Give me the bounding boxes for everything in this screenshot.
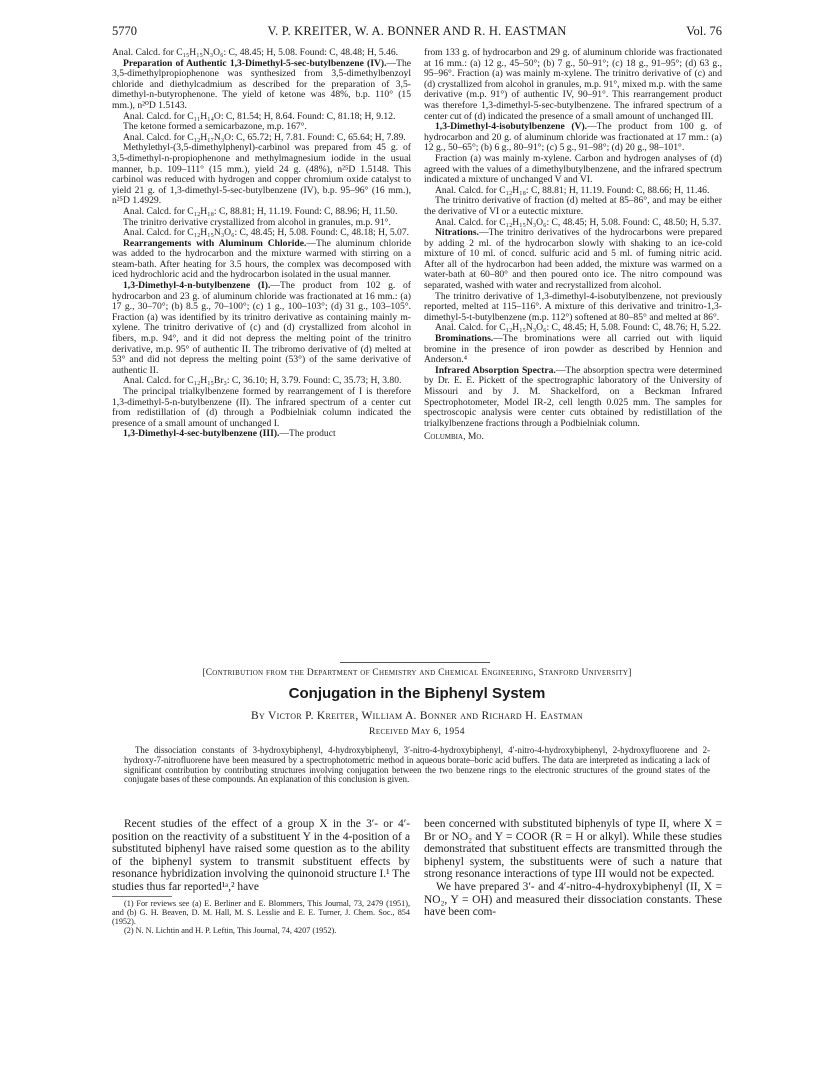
experimental-paragraph [424,48,722,122]
experimental-left-column [112,48,411,440]
running-header-authors: V. P. KREITER, W. A. BONNER AND R. H. EASTMAN [267,24,567,38]
paragraph-text: Anal. Calcd. for C₁₂H₁₅N₃O₆: C, 48.45; H, 5.08. Found: C, 48.18; H, 5.07. [123,227,410,239]
experimental-paragraph [424,154,722,186]
volume-label: Vol. 76 [686,24,722,38]
experimental-paragraph [112,143,411,207]
page-number: 5770 [112,24,137,38]
paragraph-text: The trinitro derivative of fraction (d) melted at 85–86°, and may be either the derivative of VI or a eutectic mixture. [424,195,722,217]
experimental-paragraph [112,429,411,440]
experimental-paragraph [424,292,722,324]
paragraph-text: —The 3,5-dimethylpropiophenone was synthesized from 3,5-dimethylbenzoyl chloride and diethylcadmium as described for the preparation of 3,5-dimethyl-n-butyrophenone. The yield of ketone was 48%, b.p. 110° (15 mm.), n²⁰D 1.5143. [112,57,411,111]
experimental-paragraph [424,228,722,292]
paragraph-text: —The aluminum chloride was added to the hydrocarbon and the mixture warmed with stirring on a steam-bath. After heating for 3.5 hours, the complex was decomposed with iced hydrochloric acid and the hydrocarbon isolated in the usual manner. [112,237,411,281]
footnote-2: (2) N. N. Lichtin and H. P. Leftin, This Journal, 74, 4207 (1952). [124,926,337,936]
paragraph-text: Anal. Calcd. for C₁₂H₁₅Br₃: C, 36.10; H, 3.79. Found: C, 35.73; H, 3.80. [123,375,402,387]
contribution-line: [Contribution from the Department of Chemistry and Chemical Engineering, Stanford University] [202,668,632,678]
experimental-right-column [424,48,722,443]
paragraph-text: Anal. Calcd. for C₁₅H₁₅N₃O₆: C, 48.45; H, 5.08. Found: C, 48.48; H, 5.46. [112,47,399,58]
paragraph-text: The trinitro derivative crystallized from alcohol in granules, m.p. 91°. [123,216,391,228]
paragraph-text: The principal trialkylbenzene formed by rearrangement of I is therefore 1,3-dimethyl-5-n-butylbenzene (II). The infrared spectrum of a center cut from redistillation of (d) through a Podbielniak column indicated the presence of a small amount of unchanged I. [112,386,411,429]
paragraph-text: Methylethyl-(3,5-dimethylphenyl)-carbinol was prepared from 45 g. of 3,5-dimethyl-n-propiophenone and methylmagnesium iodide in the usual manner, b.p. 109–111° (15 mm.), yield 24 g. (48%), n²⁵D 1.5148. This carbinol was reduced with hydrogen and copper chromium oxide catalyst to yield 21 g. of 1,3-dimethyl-5-sec-butylbenzene (IV), b.p. 95–96° (16 mm.), n²⁵D 1.4929. [112,142,411,207]
experimental-paragraph [424,432,722,443]
paragraph-text: The trinitro derivative of 1,3-dimethyl-4-isobutylbenzene, not previously reported, melted at 115–116°. A mixture of this derivative and trinitro-1,3-dimethyl-5-t-butylbenzene (m.p. 112°) softened at 80–85° and melted at 86°. [424,290,722,323]
experimental-paragraph [112,239,411,281]
footnote-1: (1) For reviews see (a) E. Berliner and E. Blommers, This Journal, 73, 2479 (1951), and (b) G. H. Beaven, D. M. Hall, M. S. Lesslie and E. E. Turner, J. Chem. Soc., 854 (1952). [112,898,410,926]
paragraph-text: Anal. Calcd. for C₁₁H₁₄O: C, 81.54; H, 8.64. Found: C, 81.18; H, 9.12. [123,110,396,122]
paragraph-text: Anal. Calcd. for C₁₂H₁₈: C, 88.81; H, 11.19. Found: C, 88.66; H, 11.46. [435,184,710,196]
body-paragraph: been concerned with substituted biphenyls of type II, where X = Br or NO₂ and Y = COOR (R = H or alkyl). While these studies demonstrated that substituent effects are transmitted through the biphenyl system, the substituents were of such a nature that strong resonance interactions of type III would not be expected. [424,818,722,881]
paragraph-text: Anal. Calcd. for C₁₂H₁₈: C, 88.81; H, 11.19. Found: C, 88.96; H, 11.50. [123,205,398,217]
experimental-paragraph [112,281,411,376]
paragraph-text: from 133 g. of hydrocarbon and 29 g. of aluminum chloride was fractionated at 16 mm.: (a) 12 g., 45–50°; (b) 7 g., 50–91°; (c) 18 g., 91–95°; (d) 63 g., 95–96°. Fraction (a) was mainly m-xylene. The trinitro derivative of (c) and (d) crystallized from alcohol in granules, m.p. 91°, mixed m.p. with the same derivative (m.p. 91°) of authentic IV, 90–91°. This rearrangement product was therefore 1,3-dimethyl-5-sec-butylbenzene. The infrared spectrum of a center cut of (d) indicated the presence of a small amount of unchanged III. [424,47,722,122]
running-header [112,24,722,42]
paragraph-text: Anal. Calcd. for C₁₂H₁₅N₃O₆: C, 48.45; H, 5.08. Found: C, 48.76; H, 5.22. [435,322,722,334]
paragraph-text: —The brominations were all carried out with liquid bromine in the presence of iron powder as described by Hennion and Anderson.⁴ [424,333,722,366]
article-abstract: The dissociation constants of 3-hydroxybiphenyl, 4-hydroxybiphenyl, 3′-nitro-4-hydroxybiphenyl, 4′-nitro-4-hydroxybiphenyl, 2-hydroxyfluorene and 2-hydroxy-7-nitrofluorene have been measured by a spectrophotometric method in aqueous borate–boric acid buffers. The data are interpreted as indicating a lack of significant contribution by contributing structures involving conjugation between the two benzene rings to the electronic structures of the ground states of the conjugate bases of these compounds. An explanation of this conclusion is given. [124,745,710,785]
paragraph-text: Columbia, Mo. [424,431,484,443]
paragraph-heading: Brominations. [435,333,494,345]
paragraph-text: —The product from 100 g. of hydrocarbon and 20 g. of aluminum chloride was fractionated at 17 mm.: (a) 12 g., 50–65°; (b) 6 g., 80–91°; (c) 5 g., 91–98°; (d) 20 g., 98–101°. [424,121,722,154]
section-divider [340,662,490,663]
paragraph-text: —The product from 102 g. of hydrocarbon and 23 g. of aluminum chloride was fractionated at 16 mm.: (a) 17 g., 30–70°; (b) 8.5 g., 70–100°; (c) 1 g., 100–103°; (d) 31 g., 103–105°. Fraction (a) was identified by its trinitro derivative as containing mainly m-xylene. The trinitro derivative of (c) and (d) crystallized from alcohol in fibers, m.p. 94°, and it did not depress the melting point of the trinitro derivative, m.p. 95° of authentic II. The tribromo derivative of (d) melted at 53° and did not depress the melting point (53°) of the same derivative of authentic II. [112,280,411,376]
paragraph-heading: Infrared Absorption Spectra. [435,364,556,376]
experimental-paragraph [112,59,411,112]
footnote-rule [112,896,172,897]
paragraph-text: —The product [279,428,336,440]
paragraph-heading: 1,3-Dimethyl-4-sec-butylbenzene (III). [123,428,280,440]
body-paragraph: Recent studies of the effect of a group X in the 3′- or 4′-position on the reactivity of a substituent Y in the 4-position of a substituted biphenyl have raised some question as to the ability of the biphenyl system to transmit substituent effects by resonance hybridization involving the quinonoid structure I.¹ The studies thus far reported¹ᵃ,² have [112,818,410,893]
article-byline: By Victor P. Kreiter, William A. Bonner and Richard H. Eastman [251,710,583,722]
body-paragraph: We have prepared 3′- and 4′-nitro-4-hydroxybiphenyl (II, X = NO₂, Y = OH) and measured their dissociation constants. These have been com- [424,880,722,919]
body-left-column [112,818,410,935]
experimental-paragraph [424,122,722,154]
paragraph-heading: Nitrations. [435,227,479,239]
experimental-paragraph [424,366,722,430]
paragraph-heading: 1,3-Dimethyl-4-n-butylbenzene (I). [123,280,271,292]
experimental-paragraph [112,387,411,429]
paragraph-text: Anal. Calcd. for C₁₂H₁₇N₃O: C, 65.72; H, 7.81. Found: C, 65.64; H, 7.89. [123,131,406,143]
paragraph-text: —The trinitro derivatives of the hydrocarbons were prepared by adding 2 ml. of the hydrocarbon slowly with shaking to an ice-cold mixture of 10 ml. of concd. sulfuric acid and 5 ml. of fuming nitric acid. After all of the hydrocarbon had been added, the mixture was warmed on a water-bath at 60–80° and then poured onto ice. The nitro compound was separated, washed with water and recrystallized from alcohol. [424,227,722,292]
paragraph-text: Fraction (a) was mainly m-xylene. Carbon and hydrogen analyses of (d) agreed with the values of a dimethylbutylbenzene, and the infrared spectrum indicated a mixture of unchanged V and VI. [424,152,722,186]
experimental-paragraph [424,196,722,217]
paragraph-heading: Preparation of Authentic 1,3-Dimethyl-5-sec-butylbenzene (IV). [123,57,387,69]
body-right-column [424,818,722,919]
paragraph-text: —The absorption spectra were determined by Dr. E. E. Pickett of the spectrographic laboratory of the University of Missouri and by J. M. Shackelford, on a Beckman Infrared Spectrophotometer, Model IR-2, cell length 0.025 mm. The samples for spectroscopic analysis were center cuts obtained by redistillation of the trialkylbenzene fractions through a Podbielniak column. [424,364,723,429]
paragraph-heading: Rearrangements with Aluminum Chloride. [123,237,307,249]
paragraph-text: Anal. Calcd. for C₁₂H₁₅N₃O₆: C, 48.45; H, 5.08. Found: C, 48.50; H, 5.37. [435,216,722,228]
article-title: Conjugation in the Biphenyl System [288,685,546,702]
paragraph-text: The ketone formed a semicarbazone, m.p. 167°. [123,121,307,133]
received-date: Received May 6, 1954 [369,726,465,737]
experimental-paragraph [424,334,722,366]
paragraph-heading: 1,3-Dimethyl-4-isobutylbenzene (V). [435,121,588,133]
